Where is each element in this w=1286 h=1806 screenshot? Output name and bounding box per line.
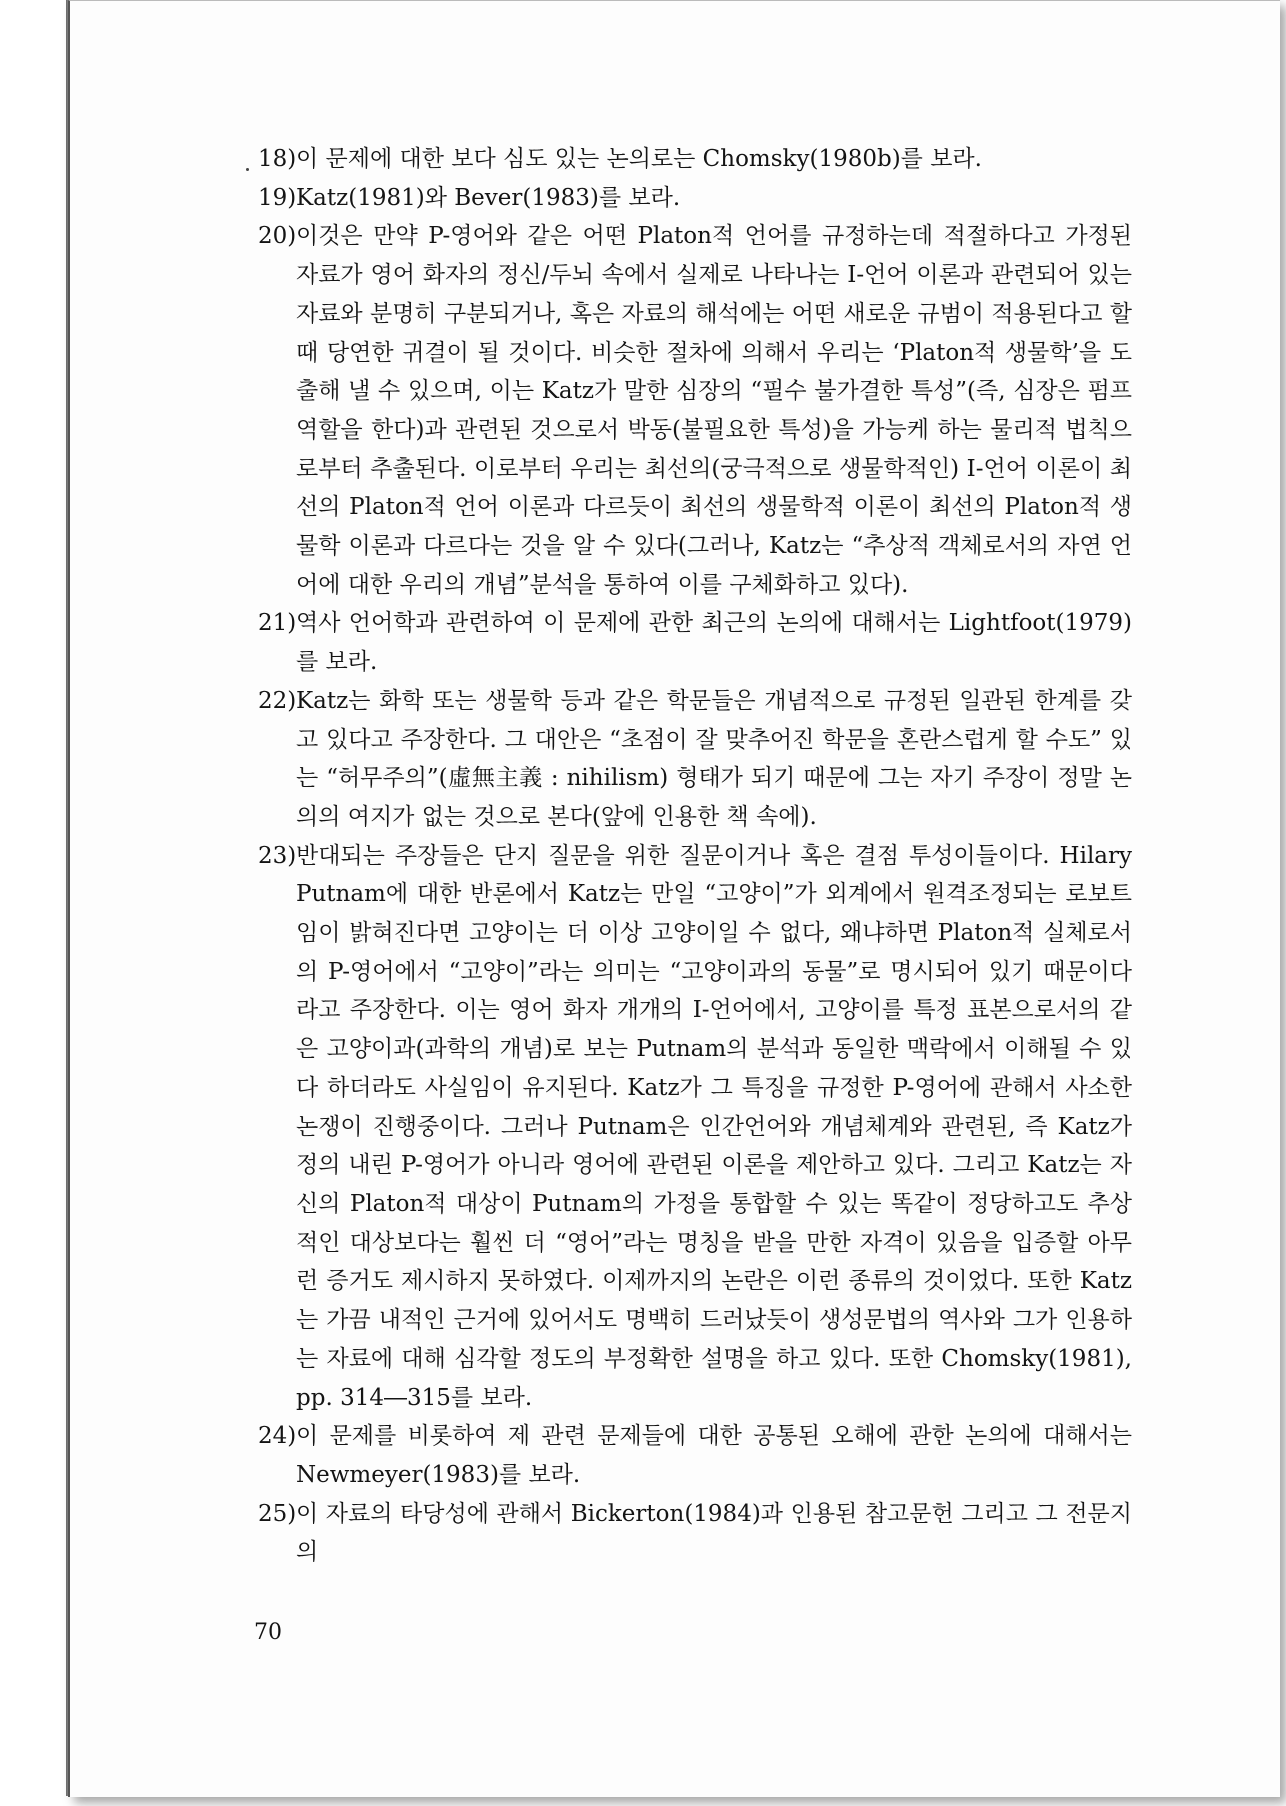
endnote-number: 21) xyxy=(258,610,297,637)
endnote-18 xyxy=(258,140,1132,179)
endnote-text: 이 문제를 비롯하여 제 관련 문제들에 대한 공통된 오해에 관한 논의에 대해서는 Newmeyer(1983)를 보라. xyxy=(296,1423,1132,1488)
endnote-24 xyxy=(258,1417,1132,1494)
endnote-number: 20) xyxy=(258,223,297,250)
endnote-number: 23) xyxy=(258,842,297,869)
endnote-text: 이것은 만약 P-영어와 같은 어떤 Platon적 언어를 규정하는데 적절하다고 가정된 자료가 영어 화자의 정신/두뇌 속에서 실제로 나타나는 I-언어 이론과 관련되어 있는 자료와 분명히 구분되거나, 혹은 자료의 해석에는 어떤 새로운 규범이 적용된다고 할 때 당연한 귀결이 될 것이다. 비슷한 절차에 의해서 우리는 ‘Platon적 생물학’을 도출해 낼 수 있으며, 이는 Katz가 말한 심장의 “필수 불가결한 특성”(즉, 심장은 펌프 역할을 한다)과 관련된 것으로서 박동(불필요한 특성)을 가능케 하는 물리적 법칙으로부터 추출된다. 이로부터 우리는 최선의(궁극적으로 생물학적인) I-언어 이론이 최선의 Platon적 언어 이론과 다르듯이 최선의 생물학적 이론이 최선의 Platon적 생물학 이론과 다르다는 것을 알 수 있다(그러나, Katz는 “추상적 객체로서의 자연 언어에 대한 우리의 개념”분석을 통하여 이를 구체화하고 있다). xyxy=(296,223,1132,598)
endnote-19 xyxy=(258,179,1132,218)
endnote-number: 18) xyxy=(258,146,297,172)
endnote-number: 24) xyxy=(258,1423,297,1450)
endnote-number: 25) xyxy=(258,1500,297,1527)
endnotes-list xyxy=(258,140,1132,1572)
endnote-text: Katz는 화학 또는 생물학 등과 같은 학문들은 개념적으로 규정된 일관된 한계를 갖고 있다고 주장한다. 그 대안은 “초점이 잘 맞추어진 학문을 혼란스럽게 할 수도” 있는 “허무주의”(虛無主義 : nihilism) 형태가 되기 때문에 그는 자기 주장이 정말 논의의 여지가 없는 것으로 본다(앞에 인용한 책 속에). xyxy=(296,687,1132,830)
page-number: 70 xyxy=(254,1620,282,1645)
endnote-text: 이 자료의 타당성에 관해서 Bickerton(1984)과 인용된 참고문헌 그리고 그 전문지의 xyxy=(296,1500,1132,1566)
endnote-text: Katz(1981)와 Bever(1983)를 보라. xyxy=(296,184,681,211)
endnote-number: 22) xyxy=(258,687,297,714)
endnote-25 xyxy=(258,1495,1132,1572)
endnote-20 xyxy=(258,217,1132,604)
endnote-21 xyxy=(258,604,1132,681)
endnote-22 xyxy=(258,682,1132,837)
endnote-text: 역사 언어학과 관련하여 이 문제에 관한 최근의 논의에 대해서는 Lightfoot(1979)를 보라. xyxy=(296,610,1132,676)
endnote-23 xyxy=(258,837,1132,1418)
stray-ink-mark xyxy=(246,168,249,171)
endnote-number: 19) xyxy=(258,184,297,211)
endnote-text: 반대되는 주장들은 단지 질문을 위한 질문이거나 혹은 결점 투성이들이다. Hilary Putnam에 대한 반론에서 Katz는 만일 “고양이”가 외계에서 원격조정되는 로보트임이 밝혀진다면 고양이는 더 이상 고양이일 수 없다, 왜냐하면 Platon적 실체로서의 P-영어에서 “고양이”라는 의미는 “고양이과의 동물”로 명시되어 있기 때문이다라고 주장한다. 이는 영어 화자 개개의 I-언어에서, 고양이를 특정 표본으로서의 같은 고양이과(과학의 개념)로 보는 Putnam의 분석과 동일한 맥락에서 이해될 수 있다 하더라도 사실임이 유지된다. Katz가 그 특징을 규정한 P-영어에 관해서 사소한 논쟁이 진행중이다. 그러나 Putnam은 인간언어와 개념체계와 관련된, 즉 Katz가 정의 내린 P-영어가 아니라 영어에 관련된 이론을 제안하고 있다. 그리고 Katz는 자신의 Platon적 대상이 Putnam의 가정을 통합할 수 있는 똑같이 정당하고도 추상적인 대상보다는 훨씬 더 “영어”라는 명칭을 받을 만한 자격이 있음을 입증할 아무런 증거도 제시하지 못하였다. 이제까지의 논란은 이런 종류의 것이었다. 또한 Katz는 가끔 내적인 근거에 있어서도 명백히 드러났듯이 생성문법의 역사와 그가 인용하는 자료에 대해 심각할 정도의 부정확한 설명을 하고 있다. 또한 Chomsky(1981), pp. 314―315를 보라. xyxy=(296,842,1132,1411)
endnote-text: 이 문제에 대한 보다 심도 있는 논의로는 Chomsky(1980b)를 보라. xyxy=(296,146,982,172)
